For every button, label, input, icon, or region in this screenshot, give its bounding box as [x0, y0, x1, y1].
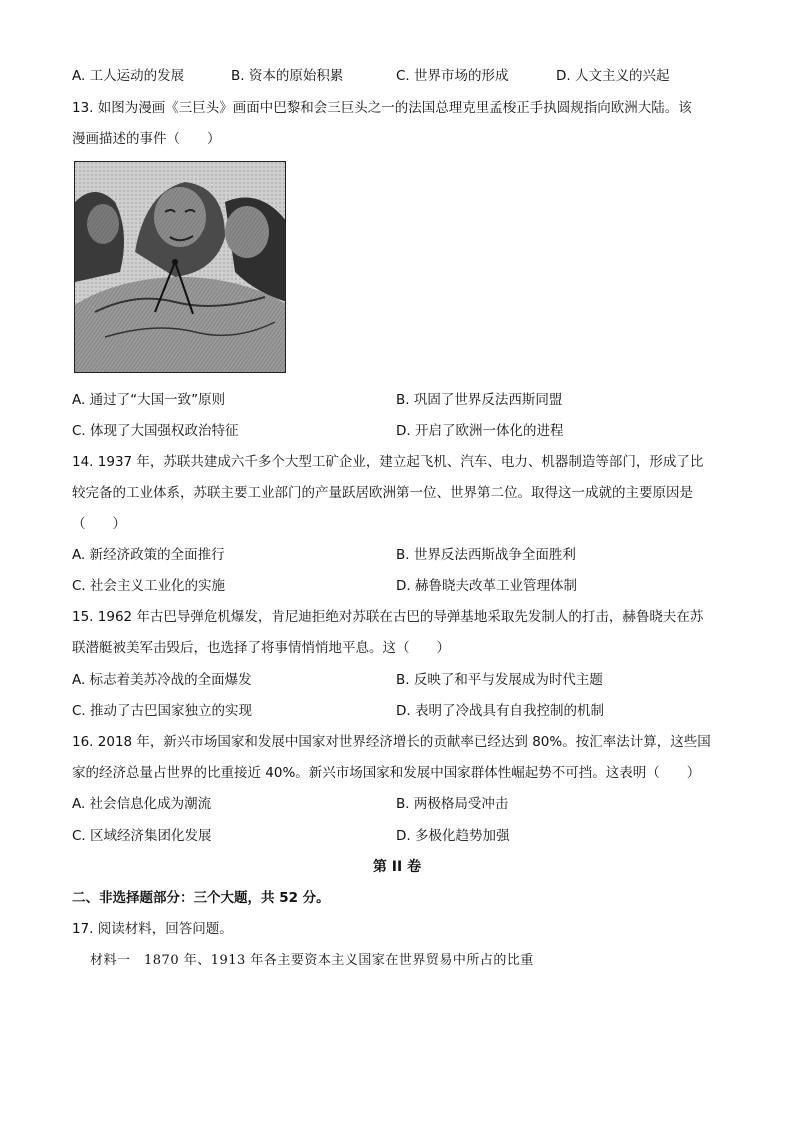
- q14-option-d: D. 赫鲁晓夫改革工业管理体制: [396, 578, 577, 594]
- q16-stem-line2: 家的经济总量占世界的比重接近 40%。新兴市场国家和发展中国家群体性崛起势不可挡。这表明（ ）: [72, 765, 701, 781]
- q14-stem-line1: 14. 1937 年，苏联共建成六千多个大型工矿企业，建立起飞机、汽车、电力、机器制造等部门，形成了比: [72, 454, 704, 470]
- q13-stem-line1: 13. 如图为漫画《三巨头》画面中巴黎和会三巨头之一的法国总理克里孟梭正手执圆规指向欧洲大陆。该: [72, 100, 692, 116]
- q12-option-c: C. 世界市场的形成: [396, 68, 509, 84]
- q13-option-b: B. 巩固了世界反法西斯同盟: [396, 392, 563, 408]
- q13-option-d: D. 开启了欧洲一体化的进程: [396, 423, 564, 439]
- q16-option-d: D. 多极化趋势加强: [396, 828, 510, 844]
- q15-option-b: B. 反映了和平与发展成为时代主题: [396, 672, 603, 688]
- q14-option-a: A. 新经济政策的全面推行: [72, 547, 225, 563]
- three-giants-cartoon: [74, 161, 286, 373]
- q15-option-c: C. 推动了古巴国家独立的实现: [72, 703, 253, 719]
- q12-option-d: D. 人文主义的兴起: [556, 68, 670, 84]
- q13-option-c: C. 体现了大国强权政治特征: [72, 423, 239, 439]
- part2-title: 第 II 卷: [372, 859, 422, 875]
- q12-option-a: A. 工人运动的发展: [72, 68, 185, 84]
- q15-stem-line1: 15. 1962 年古巴导弹危机爆发，肯尼迪拒绝对苏联在古巴的导弹基地采取先发制人的打击，赫鲁晓夫在苏: [72, 609, 704, 625]
- q16-stem-line1: 16. 2018 年，新兴市场国家和发展中国家对世界经济增长的贡献率已经达到 80%。按汇率法计算，这些国: [72, 734, 711, 750]
- q16-option-a: A. 社会信息化成为潮流: [72, 796, 212, 812]
- q15-stem-line2: 联潜艇被美军击毁后，也选择了将事情悄悄地平息。这（ ）: [72, 640, 450, 656]
- part2-heading: 二、非选择题部分：三个大题，共 52 分。: [72, 890, 330, 906]
- q15-option-a: A. 标志着美苏冷战的全面爆发: [72, 672, 252, 688]
- q13-stem-line2: 漫画描述的事件（ ）: [72, 131, 221, 147]
- cartoon-illustration: [75, 162, 286, 373]
- q14-stem-line2: 较完备的工业体系，苏联主要工业部门的产量跃居欧洲第一位、世界第二位。取得这一成就的主要原因是: [72, 485, 693, 501]
- q16-option-b: B. 两极格局受冲击: [396, 796, 509, 812]
- q15-option-d: D. 表明了冷战具有自我控制的机制: [396, 703, 604, 719]
- q12-option-b: B. 资本的原始积累: [231, 68, 344, 84]
- q14-option-c: C. 社会主义工业化的实施: [72, 578, 226, 594]
- q13-option-a: A. 通过了“大国一致”原则: [72, 392, 226, 408]
- material1-caption: 材料一 1870 年、1913 年各主要资本主义国家在世界贸易中所占的比重: [90, 953, 534, 968]
- q14-stem-line3: （ ）: [72, 516, 126, 532]
- q17-stem: 17. 阅读材料，回答问题。: [72, 921, 233, 937]
- q16-option-c: C. 区域经济集团化发展: [72, 828, 212, 844]
- q14-option-b: B. 世界反法西斯战争全面胜利: [396, 547, 576, 563]
